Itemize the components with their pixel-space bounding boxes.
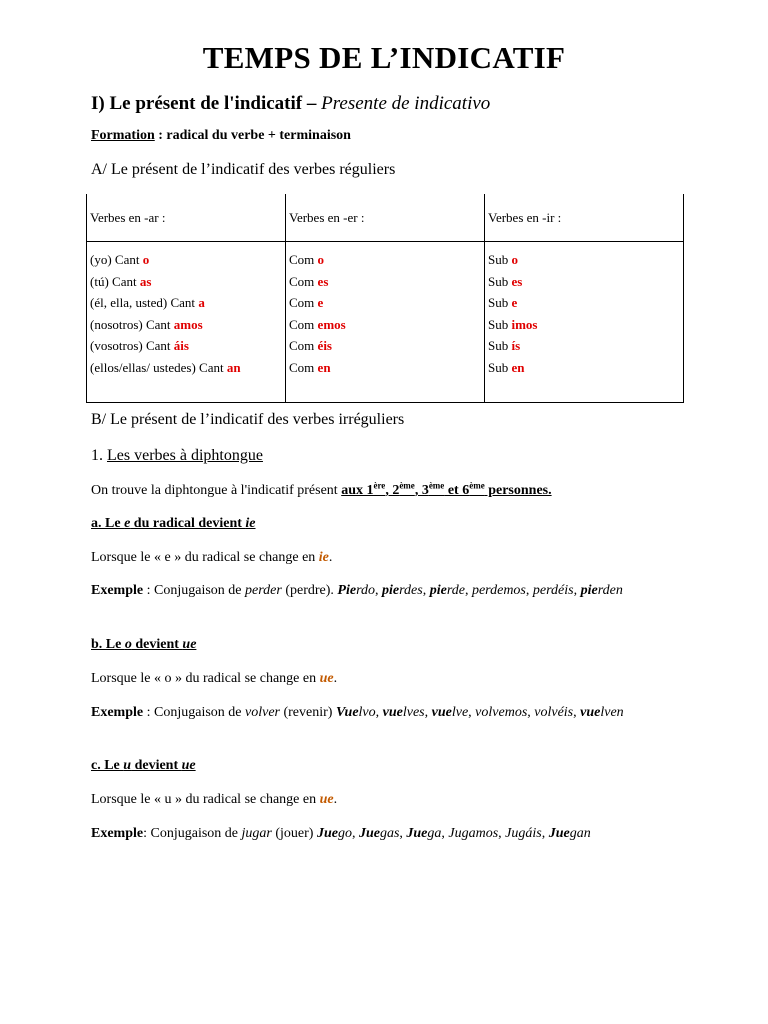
- intro-persons: [341, 480, 552, 498]
- conjugated-form: [406, 826, 441, 841]
- form-rest: rden: [597, 583, 623, 598]
- form-rest: ga: [427, 826, 442, 841]
- case-heading-letter: u: [123, 758, 132, 773]
- case-heading-part: du radical devient: [130, 516, 246, 531]
- form-start: perdéis: [532, 583, 574, 598]
- conjugation-line: [488, 292, 680, 314]
- rule-dot: .: [328, 550, 333, 565]
- conjugation-ending: es: [511, 273, 523, 289]
- conjugation-line: [90, 335, 282, 357]
- section-b-heading: B/ Le présent de l’indicatif des verbes irréguliers: [91, 411, 405, 428]
- conjugation-line: [289, 335, 481, 357]
- conjugation-stem: (ellos/ellas/ ustedes) Cant: [90, 359, 227, 375]
- conjugation-line: [90, 249, 282, 271]
- conjugation-stem: Sub: [488, 359, 512, 375]
- formation-text: : radical du verbe + terminaison: [154, 128, 351, 143]
- form-start: P: [337, 583, 346, 598]
- example-text: : Conjugaison de: [143, 826, 242, 841]
- form-start: perdemos: [471, 583, 526, 598]
- subsection-number: 1.: [91, 447, 107, 464]
- conjugation-line: [90, 271, 282, 293]
- form-diphthong: ue: [437, 705, 452, 720]
- case-c-heading: [91, 756, 676, 776]
- conjugation-line: [289, 271, 481, 293]
- example-label: Exemple: [91, 826, 144, 841]
- conjugation-ending: áis: [173, 338, 189, 353]
- intro-sup: ème: [428, 480, 445, 491]
- conjugated-form: [549, 826, 591, 841]
- conjugated-form: [505, 826, 542, 841]
- conjugated-form: [580, 705, 624, 720]
- formation-label: Formation: [91, 128, 155, 143]
- form-rest: rdo: [356, 583, 375, 598]
- conjugation-line: [90, 314, 282, 336]
- form-rest: lvo: [358, 705, 376, 720]
- case-heading-end: ue: [182, 637, 197, 652]
- conjugated-form: [581, 583, 623, 598]
- conjugation-stem: (tú) Cant: [90, 273, 140, 289]
- intro-part: , 3: [414, 483, 429, 498]
- conjugation-stem: (yo) Cant: [90, 252, 143, 267]
- intro-sup: ème: [399, 480, 415, 491]
- form-start: p: [429, 583, 437, 598]
- example-label: Exemple: [91, 705, 144, 720]
- example-text: : Conjugaison de: [143, 705, 245, 720]
- form-rest: rde: [446, 583, 465, 598]
- conjugation-ending: emos: [317, 316, 346, 332]
- table-column-ar: [87, 242, 286, 403]
- example-text: : Conjugaison de: [143, 583, 245, 598]
- conjugation-ending: imos: [511, 316, 538, 332]
- form-rest: gas: [379, 826, 400, 841]
- intro-part: personnes.: [484, 483, 552, 498]
- rule-dot: .: [333, 671, 338, 686]
- case-a-example: Exemple : Conjugaison de perder (perdre). Pierdo, pierdes, pierde, perdemos, perdéis, pierden: [91, 583, 623, 598]
- conjugation-line: [289, 314, 481, 336]
- conjugation-ending: o: [317, 252, 325, 267]
- conjugation-stem: Com: [289, 316, 318, 332]
- conjugation-ending: ís: [511, 338, 521, 353]
- form-diphthong: ue: [388, 705, 403, 720]
- conjugation-ending: an: [226, 359, 241, 375]
- case-heading-part: devient: [131, 758, 182, 773]
- conjugated-form: [383, 705, 425, 720]
- example-verb: perder: [245, 583, 282, 598]
- conjugation-table: [86, 194, 684, 403]
- conjugation-ending: o: [511, 252, 518, 267]
- example-verb: volver: [245, 705, 280, 720]
- form-diphthong: ue: [413, 826, 428, 841]
- table-header-er: Verbes en -er :: [286, 194, 485, 242]
- example-translation: (jouer): [271, 826, 317, 841]
- conjugation-stem: Com: [289, 359, 318, 375]
- conjugation-line: [488, 249, 680, 271]
- intro-text: On trouve la diphtongue à l'indicatif présent: [91, 483, 342, 498]
- form-diphthong: ie: [587, 583, 598, 598]
- conjugation-line: [289, 292, 481, 314]
- conjugation-line: [289, 357, 481, 379]
- form-rest: gan: [569, 826, 591, 841]
- conjugation-stem: Sub: [488, 316, 512, 332]
- example-translation: (revenir): [279, 705, 336, 720]
- table-column-ir: [485, 242, 684, 403]
- conjugation-line: [289, 249, 481, 271]
- form-rest: lves: [402, 705, 425, 720]
- rule-text: Lorsque le « u » du radical se change en: [91, 792, 320, 807]
- rule-highlight: ie: [318, 550, 329, 565]
- subsection-1-heading: [91, 447, 263, 465]
- conjugated-form: [430, 583, 465, 598]
- form-start: Jugáis: [505, 826, 542, 841]
- conjugation-stem: Sub: [488, 252, 512, 267]
- case-b-rule: [91, 669, 676, 689]
- conjugation-ending: e: [511, 295, 518, 310]
- form-diphthong: ie: [389, 583, 400, 598]
- intro-sup: ème: [469, 480, 485, 491]
- formation-line: [91, 128, 351, 144]
- case-a-heading: [91, 514, 676, 534]
- intro-part: , 2: [385, 483, 400, 498]
- conjugation-ending: éis: [317, 338, 332, 353]
- conjugation-stem: Com: [289, 273, 318, 289]
- section-heading-text: I) Le présent de l'indicatif –: [91, 93, 317, 114]
- example-translation: (perdre).: [281, 583, 338, 598]
- case-heading-part: c. Le: [91, 758, 124, 773]
- conjugated-form: [448, 826, 498, 841]
- form-start: V: [335, 705, 345, 720]
- form-start: volvemos: [475, 705, 528, 720]
- conjugation-line: [488, 335, 680, 357]
- conjugation-ending: es: [317, 273, 329, 289]
- form-diphthong: ue: [323, 826, 338, 841]
- case-heading-end: ie: [245, 516, 256, 531]
- case-c-rule: [91, 790, 676, 810]
- case-heading-part: a. Le: [91, 516, 125, 531]
- form-start: volvéis: [534, 705, 574, 720]
- conjugated-form: [317, 826, 352, 841]
- conjugated-form: [382, 583, 423, 598]
- conjugation-ending: en: [317, 359, 331, 375]
- form-start: J: [406, 826, 414, 841]
- conjugation-ending: amos: [173, 316, 203, 332]
- rule-dot: .: [333, 792, 338, 807]
- section-heading-present: [91, 93, 490, 115]
- conjugation-ending: en: [511, 359, 525, 375]
- conjugation-stem: (vosotros) Cant: [90, 338, 174, 353]
- example-label: Exemple: [91, 583, 144, 598]
- case-heading-part: devient: [131, 637, 183, 652]
- conjugation-ending: e: [317, 295, 324, 310]
- intro-part: et 6: [444, 483, 470, 498]
- intro-paragraph: [91, 481, 676, 501]
- form-diphthong: ue: [586, 705, 601, 720]
- conjugated-form: [533, 583, 574, 598]
- form-start: p: [382, 583, 389, 598]
- form-start: J: [548, 826, 556, 841]
- rule-highlight: ue: [319, 792, 334, 807]
- conjugated-form: [534, 705, 573, 720]
- form-diphthong: ue: [555, 826, 570, 841]
- conjugation-stem: Com: [289, 338, 318, 353]
- table-header-ir: Verbes en -ir :: [485, 194, 684, 242]
- conjugation-line: [90, 292, 282, 314]
- rule-text: Lorsque le « o » du radical se change en: [91, 671, 320, 686]
- conjugation-line: [488, 314, 680, 336]
- case-b-heading: [91, 635, 676, 655]
- conjugation-stem: (nosotros) Cant: [90, 316, 174, 332]
- case-c-example: Exemple: Conjugaison de jugar (jouer) Juego, Juegas, Juega, Jugamos, Jugáis, Juegan: [91, 826, 591, 841]
- conjugation-ending: o: [142, 252, 150, 267]
- form-rest: lve: [451, 705, 469, 720]
- conjugation-stem: Sub: [488, 338, 512, 353]
- form-rest: go: [337, 826, 352, 841]
- conjugated-form: [336, 705, 376, 720]
- conjugation-stem: Sub: [488, 273, 512, 289]
- conjugation-ending: a: [198, 295, 205, 310]
- table-column-er: [286, 242, 485, 403]
- form-start: J: [358, 826, 366, 841]
- form-start: J: [316, 826, 324, 841]
- form-start: p: [580, 583, 588, 598]
- section-a-heading: A/ Le présent de l’indicatif des verbes réguliers: [91, 161, 396, 178]
- form-start: v: [431, 705, 438, 720]
- conjugation-stem: Sub: [488, 295, 512, 310]
- case-heading-letter: o: [124, 637, 132, 652]
- table-header-ar: Verbes en -ar :: [87, 194, 286, 242]
- conjugation-line: [488, 357, 680, 379]
- form-start: v: [382, 705, 389, 720]
- conjugation-line: [488, 271, 680, 293]
- intro-part: aux 1: [341, 483, 374, 498]
- conjugated-form: [359, 826, 399, 841]
- case-a-rule: [91, 548, 676, 568]
- form-start: v: [580, 705, 587, 720]
- conjugation-ending: as: [139, 273, 152, 289]
- form-rest: lven: [600, 705, 624, 720]
- conjugated-form: [337, 583, 375, 598]
- rule-highlight: ue: [319, 671, 334, 686]
- conjugation-stem: Com: [289, 252, 318, 267]
- conjugation-line: [90, 357, 282, 379]
- case-heading-part: b. Le: [91, 637, 125, 652]
- subsection-title: Les verbes à diphtongue: [107, 447, 263, 464]
- form-start: Jugamos: [448, 826, 499, 841]
- case-b-example: Exemple : Conjugaison de volver (revenir) Vuelvo, vuelves, vuelve, volvemos, volvéis, vuelven: [91, 705, 624, 720]
- section-heading-spanish: Presente de indicativo: [321, 93, 491, 114]
- form-diphthong: ue: [365, 826, 380, 841]
- form-diphthong: ie: [436, 583, 447, 598]
- conjugated-form: [475, 705, 527, 720]
- conjugation-stem: Com: [289, 295, 318, 310]
- case-heading-end: ue: [181, 758, 196, 773]
- intro-sup: ère: [373, 480, 386, 491]
- form-diphthong: ie: [345, 583, 357, 598]
- form-rest: rdes: [399, 583, 423, 598]
- rule-text: Lorsque le « e » du radical se change en: [91, 550, 319, 565]
- example-verb: jugar: [241, 826, 272, 841]
- page-title: TEMPS DE L’INDICATIF: [202, 40, 566, 75]
- case-heading-letter: e: [124, 516, 131, 531]
- conjugated-form: [472, 583, 526, 598]
- conjugated-form: [432, 705, 469, 720]
- form-diphthong: ue: [344, 705, 359, 720]
- conjugation-stem: (él, ella, usted) Cant: [90, 295, 199, 310]
